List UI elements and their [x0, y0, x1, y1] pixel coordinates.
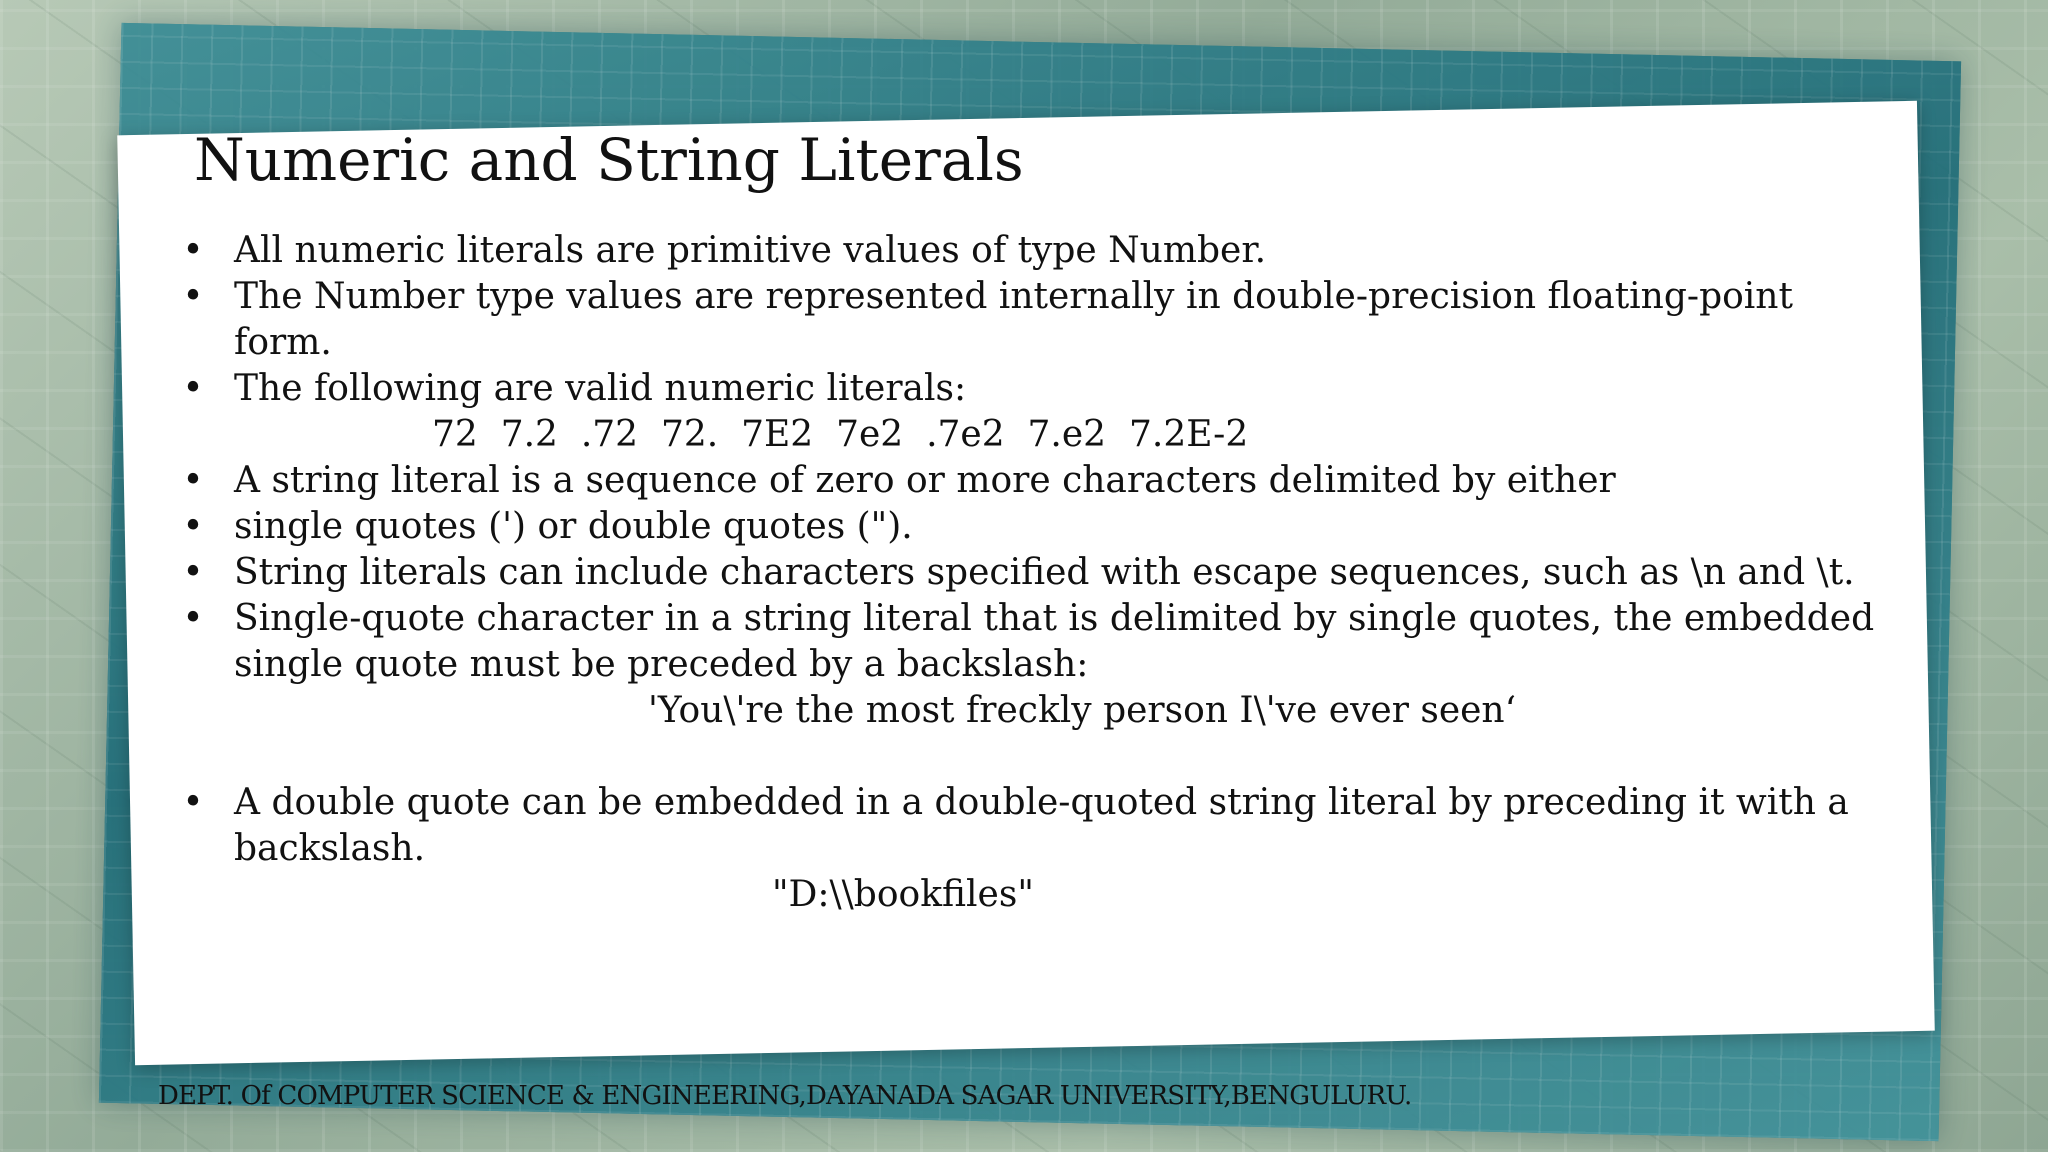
bullet-dot: • — [182, 506, 204, 547]
bullet-item — [170, 504, 1880, 550]
bullet-text: String literals can include characters specified with escape sequences, such as \n and \t. — [234, 552, 1855, 593]
bullet-dot: • — [182, 230, 204, 271]
bullet-text: All numeric literals are primitive values of type Number. — [234, 230, 1267, 271]
footer-department: DEPT. Of COMPUTER SCIENCE & ENGINEERING,DAYANADA SAGAR UNIVERSITY,BENGULURU. — [158, 1081, 1412, 1111]
bullet-list — [170, 228, 1880, 918]
bullet-item — [170, 780, 1880, 918]
slide-title: Numeric and String Literals — [194, 126, 1024, 194]
bullet-text: Single-quote character in a string literal that is delimited by single quotes, the embedded single quote must be preceded by a backslash: — [234, 598, 1875, 685]
bullet-dot: • — [182, 782, 204, 823]
blank-line — [234, 734, 1880, 780]
bullet-dot: • — [182, 368, 204, 409]
bullet-text: A double quote can be embedded in a double-quoted string literal by preceding it with a backslash. — [234, 782, 1849, 869]
bullet-dot: • — [182, 460, 204, 501]
bullet-text: A string literal is a sequence of zero or more characters delimited by either — [234, 460, 1616, 501]
bullet-item — [170, 596, 1880, 780]
bullet-dot: • — [182, 552, 204, 593]
bullet-item — [170, 366, 1880, 458]
bullet-item — [170, 228, 1880, 274]
bullet-dot: • — [182, 598, 204, 639]
bullet-item — [170, 458, 1880, 504]
bullet-text: single quotes (') or double quotes ("). — [234, 506, 913, 547]
single-quote-example: 'You\'re the most freckly person I\'ve ever seen‘ — [648, 690, 1517, 731]
numeric-literals-example: 72 7.2 .72 72. 7E2 7e2 .7e2 7.e2 7.2E-2 — [432, 414, 1249, 455]
bullet-text: The Number type values are represented internally in double-precision floating-point form. — [234, 276, 1793, 363]
bullet-text: The following are valid numeric literals: — [234, 368, 967, 409]
bullet-item — [170, 274, 1880, 366]
bullet-item — [170, 550, 1880, 596]
double-quote-example: "D:\\bookfiles" — [772, 874, 1034, 915]
bullet-dot: • — [182, 276, 204, 317]
